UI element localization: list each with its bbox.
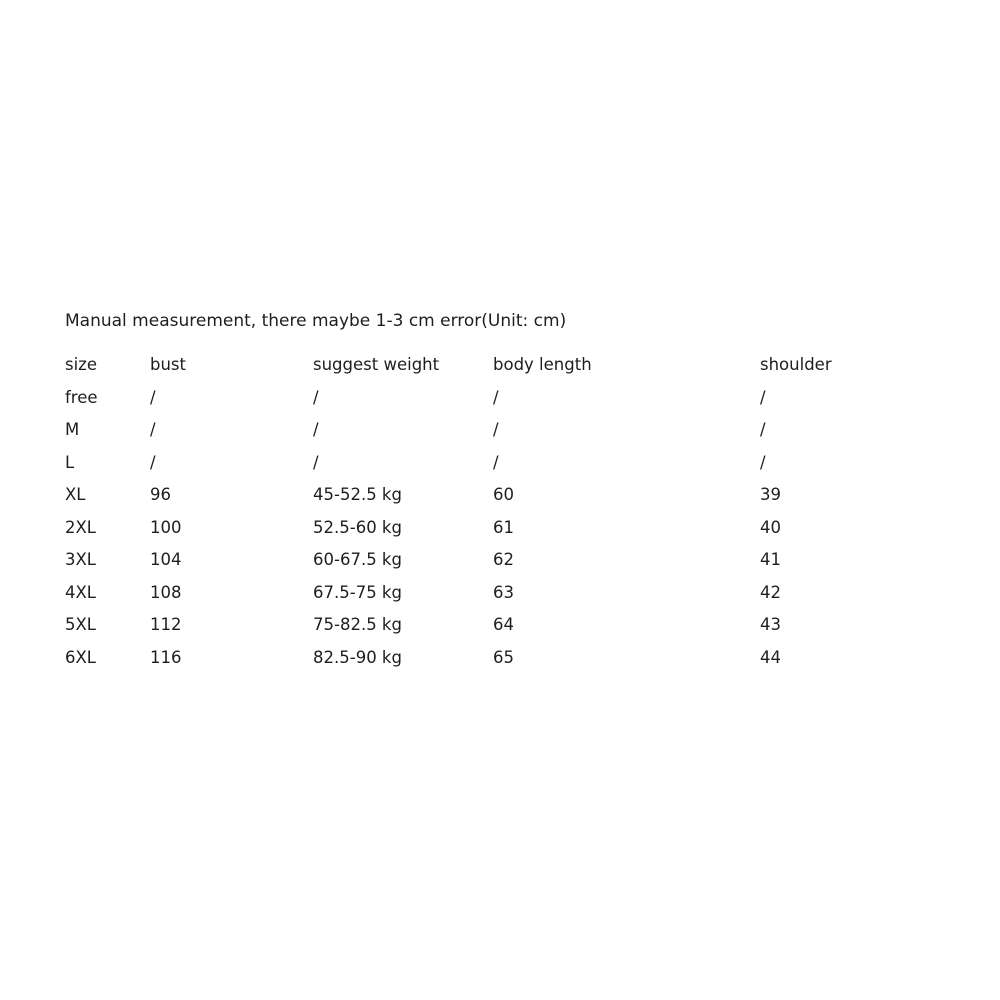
cell-size: L bbox=[65, 452, 75, 472]
cell-size: XL bbox=[65, 485, 86, 504]
cell-shoulder: 41 bbox=[760, 550, 781, 569]
cell-bust: 116 bbox=[150, 647, 182, 667]
table-row bbox=[65, 577, 865, 610]
cell-bust: 100 bbox=[150, 517, 182, 537]
cell-shoulder: 40 bbox=[760, 517, 781, 537]
cell-suggest-weight: / bbox=[313, 420, 319, 439]
cell-body-length: 61 bbox=[493, 517, 514, 537]
cell-bust: / bbox=[150, 387, 156, 407]
cell-body-length: / bbox=[493, 387, 499, 407]
cell-body-length: 63 bbox=[493, 582, 514, 602]
header-shoulder: shoulder bbox=[760, 355, 832, 374]
table-row bbox=[65, 447, 865, 480]
cell-size: 6XL bbox=[65, 647, 96, 667]
cell-shoulder: 43 bbox=[760, 615, 781, 634]
cell-shoulder: 44 bbox=[760, 647, 781, 667]
cell-suggest-weight: 82.5-90 kg bbox=[313, 647, 402, 667]
header-suggest-weight: suggest weight bbox=[313, 355, 440, 374]
measurement-note: Manual measurement, there maybe 1-3 cm error(Unit: cm) bbox=[65, 311, 567, 331]
cell-suggest-weight: 60-67.5 kg bbox=[313, 550, 402, 569]
cell-bust: 104 bbox=[150, 550, 182, 569]
cell-suggest-weight: 52.5-60 kg bbox=[313, 517, 402, 537]
table-row bbox=[65, 642, 865, 675]
table-row bbox=[65, 544, 865, 577]
cell-bust: 112 bbox=[150, 615, 182, 634]
table-row bbox=[65, 609, 865, 642]
cell-size: free bbox=[65, 387, 98, 407]
table-row bbox=[65, 512, 865, 545]
size-table bbox=[65, 349, 865, 674]
table-row bbox=[65, 414, 865, 447]
cell-body-length: 64 bbox=[493, 615, 514, 634]
table-row bbox=[65, 382, 865, 415]
cell-body-length: 62 bbox=[493, 550, 514, 569]
cell-shoulder: / bbox=[760, 452, 766, 472]
table-row bbox=[65, 479, 865, 512]
cell-body-length: / bbox=[493, 452, 499, 472]
cell-size: 4XL bbox=[65, 582, 96, 602]
table-header-row bbox=[65, 349, 865, 382]
cell-suggest-weight: 75-82.5 kg bbox=[313, 615, 402, 634]
cell-size: M bbox=[65, 420, 80, 439]
cell-shoulder: / bbox=[760, 387, 766, 407]
cell-suggest-weight: 45-52.5 kg bbox=[313, 485, 402, 504]
cell-shoulder: 42 bbox=[760, 582, 781, 602]
cell-bust: / bbox=[150, 420, 156, 439]
cell-suggest-weight: / bbox=[313, 452, 319, 472]
cell-bust: / bbox=[150, 452, 156, 472]
cell-bust: 96 bbox=[150, 485, 171, 504]
header-body-length: body length bbox=[493, 355, 592, 374]
cell-body-length: / bbox=[493, 420, 499, 439]
cell-size: 3XL bbox=[65, 550, 96, 569]
cell-shoulder: / bbox=[760, 420, 766, 439]
cell-body-length: 65 bbox=[493, 647, 514, 667]
header-bust: bust bbox=[150, 355, 186, 374]
cell-suggest-weight: 67.5-75 kg bbox=[313, 582, 402, 602]
cell-body-length: 60 bbox=[493, 485, 514, 504]
cell-size: 5XL bbox=[65, 615, 96, 634]
cell-size: 2XL bbox=[65, 517, 96, 537]
cell-shoulder: 39 bbox=[760, 485, 781, 504]
cell-bust: 108 bbox=[150, 582, 182, 602]
header-size: size bbox=[65, 355, 97, 374]
cell-suggest-weight: / bbox=[313, 387, 319, 407]
